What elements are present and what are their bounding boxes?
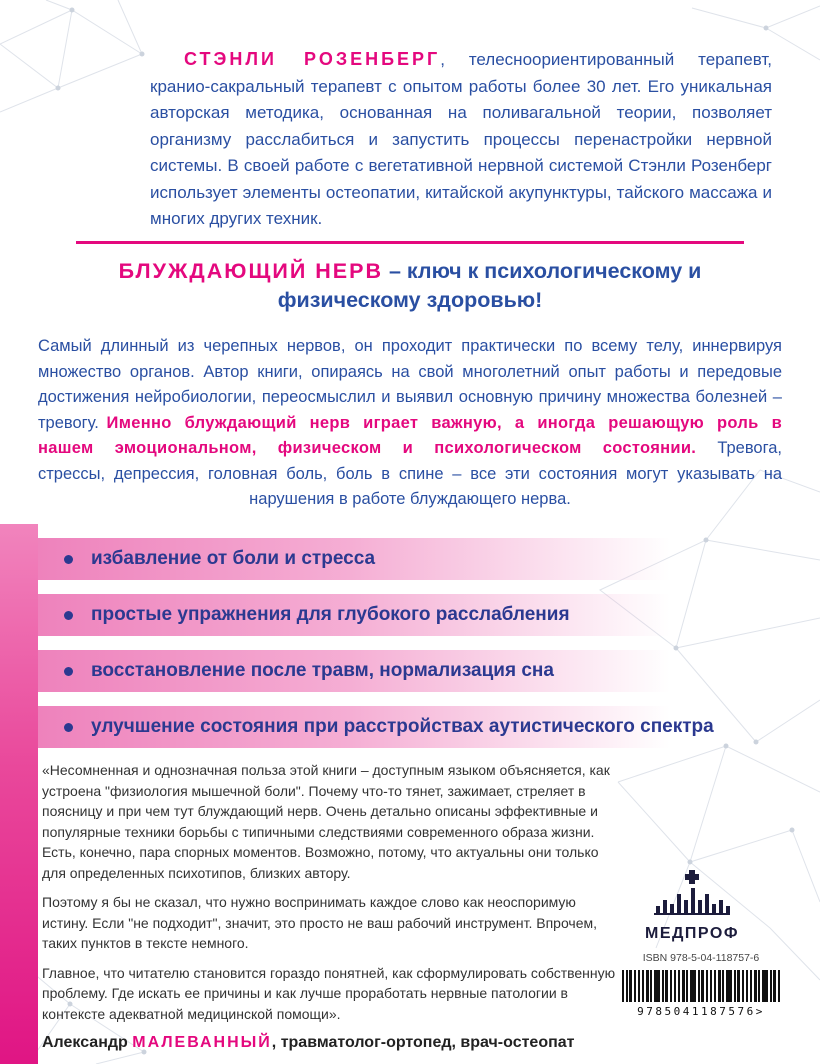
benefit-item xyxy=(38,650,782,692)
bullet-dot-icon xyxy=(64,611,73,620)
medprof-skyline-cross-icon xyxy=(654,870,730,916)
reviewer-first-name: Александр xyxy=(42,1034,133,1051)
review-paragraph: Поэтому я бы не сказал, что нужно воспринимать каждое слово как неоспоримую истину. Если "не подходит", значит, это просто не ваш рабочий инструмент. Впрочем, таких пунктов в тексте немного. xyxy=(42,894,598,951)
review-paragraph: «Несомненная и однозначная польза этой книги – доступным языком объясняется, как устроена "физиология мышечной боли". Почему что-то тянет, зажимает, стреляет в поясницу и при чем тут блуждающий нерв. Очень детально описаны эффективные и популярные техники борьбы с типичными следствиями современного образа жизни. Есть, конечно, пара спорных моментов. Возможно, потому, что актуальны они только для определенных психотипов, близких автору. xyxy=(42,762,610,881)
barcode-number: 9785041187576> xyxy=(637,1005,765,1018)
benefit-item xyxy=(38,594,782,636)
reviewer-last-name: МАЛЕВАННЫЙ xyxy=(132,1034,272,1051)
publisher-logo xyxy=(626,870,758,943)
reviewer-title: , травматолог-ортопед, врач-остеопат xyxy=(271,1034,575,1051)
bullet-dot-icon xyxy=(64,723,73,732)
benefit-label: простые упражнения для глубокого расслабления xyxy=(91,604,570,625)
benefit-label: восстановление после травм, нормализация сна xyxy=(91,660,554,681)
author-name: СТЭНЛИ РОЗЕНБЕРГ xyxy=(184,49,441,69)
reviewer-signature xyxy=(42,1033,620,1054)
headline xyxy=(100,257,720,315)
author-description: , телесноориентированный терапевт, кранио-сакральный терапевт с опытом работы более 30 лет. Его уникальная авторская методика, основанная на поливагальной теории, позволяет организму расслабиться и запустить процессы перенастройки нервной системы. В своей работе с вегетативной нервной системой Стэнли Розенберг использует элементы остеопатии, китайской акупунктуры, тайского массажа и многих других техник. xyxy=(150,50,772,228)
barcode xyxy=(622,970,780,1018)
headline-highlight: БЛУЖДАЮЩИЙ НЕРВ xyxy=(118,259,383,283)
bullet-dot-icon xyxy=(64,667,73,676)
review-block xyxy=(42,760,620,1063)
publisher-name: МЕДПРОФ xyxy=(645,925,739,942)
intro-paragraph xyxy=(38,334,782,513)
author-bio xyxy=(150,46,772,233)
headline-rest: – ключ к психологическому и физическому здоровью! xyxy=(277,259,702,312)
benefit-label: улучшение состояния при расстройствах аутистического спектра xyxy=(91,716,714,737)
benefit-item xyxy=(38,706,782,748)
benefit-item xyxy=(38,538,782,580)
bullet-dot-icon xyxy=(64,555,73,564)
intro-part2: Тревога, стрессы, депрессия, головная боль, боль в спине – все эти состояния могут указывать на нарушения в работе блуждающего нерва. xyxy=(38,439,782,508)
barcode-bars-icon xyxy=(622,970,780,1002)
accent-bar xyxy=(0,524,38,1064)
divider xyxy=(76,241,744,244)
benefits-list xyxy=(38,538,782,762)
benefit-label: избавление от боли и стресса xyxy=(91,548,376,569)
review-paragraph: Главное, что читателю становится гораздо понятней, как сформулировать собственную проблему. Где искать ее причины и как лучше проработать нервные патологии в контексте адекватной медицинской помощи». xyxy=(42,964,616,1022)
intro-highlight: Именно блуждающий нерв играет важную, а иногда решающую роль в нашем эмоциональном, физическом и психологическом состоянии. xyxy=(38,413,783,457)
isbn-text: ISBN 978-5-04-118757-6 xyxy=(642,952,760,964)
intro-part1: Самый длинный из черепных нервов, он проходит практически по всему телу, иннервируя множество органов. Автор книги, опираясь на свой многолетний опыт работы и передовые достижения нейробиологии, переосмыслил и выявил основную причину множества болезней – тревогу. xyxy=(38,337,782,432)
